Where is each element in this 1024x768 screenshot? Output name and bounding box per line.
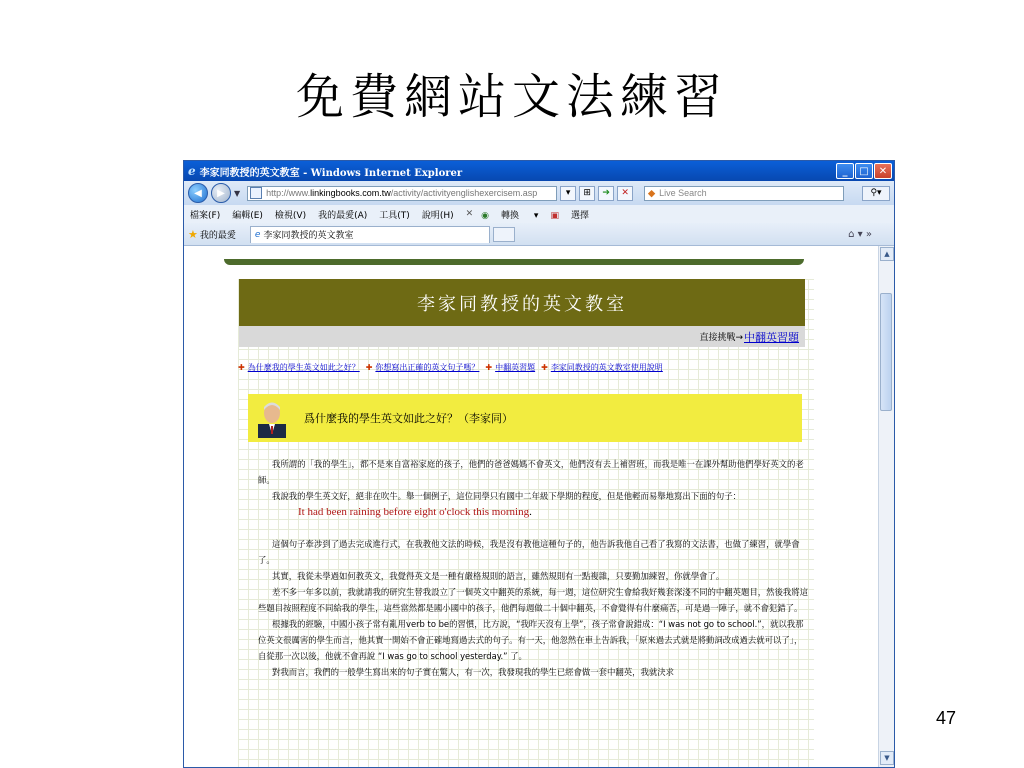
convert-icon: ◉ [481,210,490,221]
compat-icon[interactable]: ⊞ [579,186,595,201]
close-button[interactable]: ✕ [874,163,892,179]
live-search-icon: ◆ [648,187,656,198]
nav-link-why[interactable]: 為什麼我的學生英文如此之好？ [247,363,360,372]
url-domain: linkingbooks.com.tw [310,188,391,198]
convert-label: 轉換 [501,210,520,221]
menu-favorites[interactable]: 我的最愛(A) [318,210,368,221]
portrait-icon [258,398,286,438]
select-label: 選擇 [570,210,589,221]
paragraph: 差不多一年多以前，我就請我的研究生替我設立了一個英文中翻英的系統，每一週，這位研究生會給我好幾套深淺不同的中翻英題目，然後我將這些題目按照程度不同給我的學生，這些當然都是國小國中的孩子，他們每週做二十個中翻英，不會覺得有什麼痛苦，可是過一陣子，就不會犯錯了。 [258,587,808,613]
search-input[interactable] [644,186,844,201]
menu-help[interactable]: 說明(H) [421,210,454,221]
sentence-period: . [529,506,532,518]
menu-edit[interactable]: 編輯(E) [232,210,263,221]
favorites-label[interactable]: 我的最愛 [199,230,236,241]
menu-file[interactable]: 檔案(F) [190,210,221,221]
toolbar-close-icon[interactable]: ✕ [465,209,474,219]
select-button[interactable] [550,208,601,221]
nav-link-exercises[interactable]: 中翻英習題 [495,363,536,372]
favorites-star-icon[interactable]: ★ [188,227,198,241]
search-button[interactable]: ⚲▾ [862,186,890,201]
top-strip [224,259,804,265]
menu-view[interactable]: 檢視(V) [274,210,307,221]
window-title: 李家同教授的英文教室 - Windows Internet Explorer [199,167,463,179]
slide-title: 免費網站文法練習 [295,69,728,125]
nav-item-why[interactable] [238,362,360,373]
menu-tools[interactable]: 工具(T) [379,210,410,221]
select-icon: ▣ [550,210,559,221]
slide-number: 47 [936,708,957,728]
nav-item-correct[interactable] [366,362,480,373]
go-icon[interactable]: ➔ [598,186,614,201]
url-prefix: http://www. [266,188,311,198]
page-icon [250,187,262,199]
page-content [184,246,878,767]
paragraph: 我所謂的「我的學生」，都不是來自富裕家庭的孩子，他們的爸爸媽媽不會英文，他們沒有去上補習班，而我是唯一在課外幫助他們學好英文的老師。 [258,459,804,485]
convert-button[interactable]: ◉ 轉換 ▾ [481,210,539,221]
menu-bar [184,205,894,223]
article-body [258,456,808,680]
maximize-button[interactable]: □ [855,163,873,179]
ie-logo-icon: e [188,164,196,178]
pin-icon: ✚ [541,363,548,372]
scroll-up-icon[interactable]: ▲ [880,247,894,261]
paragraph: 對我而言，我們的一般學生寫出來的句子實在驚人，有一次，我發現我的學生已經會做一套中翻英，我就決求 [272,667,674,677]
pin-icon: ✚ [365,363,373,372]
more-chevron[interactable]: » [865,228,872,240]
new-tab-button[interactable] [493,227,515,242]
scroll-down-icon[interactable]: ▼ [880,751,894,765]
minimize-button[interactable]: _ [836,163,854,179]
paragraph: 我說我的學生英文好，絕非在吹牛。舉一個例子，這位同學只有國中二年級下學期的程度，但是他輕而易舉地寫出下面的句子： [272,491,741,501]
paragraph: 這個句子牽涉到了過去完成進行式，在我教他文法的時候，我是沒有教他這種句子的，他告訴我他自己看了我寫的文法書，也做了練習，就學會了。 [258,539,800,565]
vertical-scrollbar[interactable] [878,246,894,767]
nav-link-usage[interactable]: 李家同教授的英文教室使用說明 [550,363,663,372]
address-input[interactable] [247,186,557,201]
challenge-link[interactable]: 中翻英習題 [744,330,799,344]
history-dropdown-icon[interactable]: ▼ [234,188,241,198]
tab-active[interactable] [250,226,490,243]
nav-link-correct[interactable]: 你想寫出正確的英文句子嗎？ [375,363,480,372]
scroll-thumb[interactable] [880,293,892,411]
example-sentence [258,504,808,520]
home-icon[interactable]: ⌂ ▾ » [848,228,872,240]
address-dropdown-icon[interactable]: ▾ [560,186,576,201]
forward-button[interactable]: ▶ [211,183,231,203]
english-sentence: It had been raining before eight o'clock this morning [298,506,530,518]
challenge-prefix: 直接挑戰→ [699,333,743,343]
tab-title: 李家同教授的英文教室 [263,231,354,241]
page-nav [238,362,818,373]
challenge-bar [239,326,805,347]
pin-icon: ✚ [485,363,493,372]
search-placeholder: Live Search [659,188,707,198]
favorites-bar [184,223,894,246]
nav-item-exercises[interactable] [485,362,535,373]
browser-window [183,160,895,768]
author-avatar [258,398,286,438]
url-path: /activity/activityenglishexercisem.asp [390,188,538,198]
headline-text: 爲什麼我的學生英文如此之好？（李家同） [304,412,513,425]
nav-item-usage[interactable] [541,362,663,373]
back-button[interactable]: ◀ [188,183,208,203]
stop-icon[interactable]: ✕ [617,186,633,201]
pin-icon: ✚ [238,363,245,372]
window-titlebar[interactable] [184,161,894,181]
paragraph: 根據我的經驗，中國小孩子常有亂用verb to be的習慣，比方說，“我昨天沒有上學”，孩子常會說錯成：“I was not go to school.”，就以我那位英文很厲害的學生而言，他其實一開始不會正確地寫過去式的句子。有一天，他忽然在車上告訴我，「原來過去式就是將動詞改成過去就可以了」，自從那一次以後，他就不會再說 “I was go to school yesterday.” 了。 [258,619,804,661]
article-headline [248,394,802,442]
tab-ie-icon: e [254,229,261,240]
site-banner: 李家同教授的英文教室 [239,279,805,326]
paragraph: 其實，我從未學過如何教英文，我覺得英文是一種有嚴格規則的語言，雖然規則有一點複雜，只要勤加練習，你就學會了。 [272,571,725,581]
address-row [184,181,894,205]
